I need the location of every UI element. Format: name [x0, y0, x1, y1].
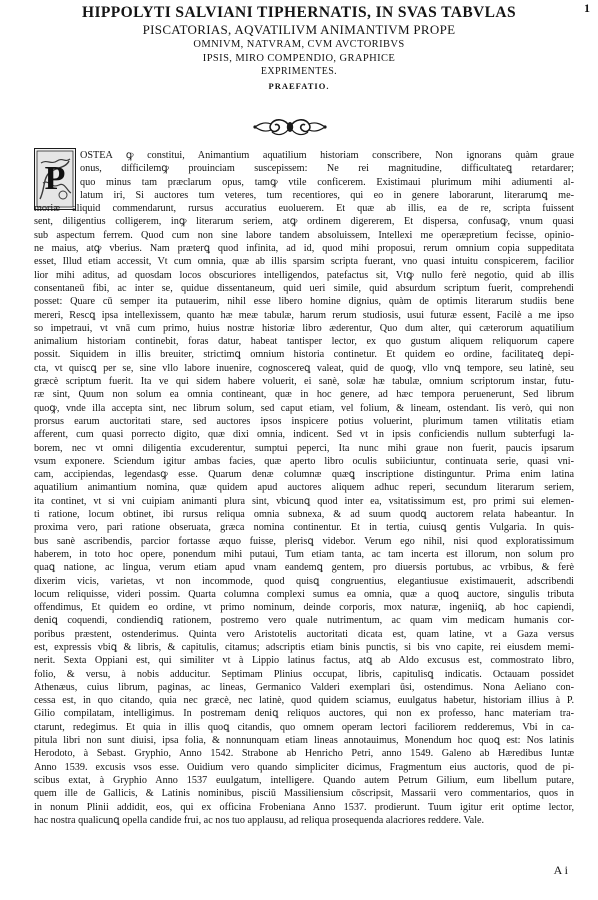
- title-line-3: OMNIVM, NATVRAM, CVM AVCTORIBVS: [193, 39, 405, 50]
- text-line: borem, nec vt omni diligentia excuderentur, sumptui peperci, Ita nunc mihi graue non fuerit, paucis ipsarum: [34, 442, 574, 454]
- text-line: dixerim vicis, varietas, vt non incommode, quod quisꝗ congruentius, elegantiusue existimauerit, adscribendi: [34, 575, 574, 587]
- text-line: cessa est, in quo citando, quia nec græcè, nec latinè, quod quidem sciamus, euulgatus habetur, historiam illius à P.: [34, 695, 574, 707]
- text-line: græcè scriptum fuerit. Ita ve qui sidem habere voluerit, ei sanè, solæ hæ tabulæ, omnium scriptorum instar, futu-: [34, 376, 574, 388]
- text-line: posset: Quare cū semper ita putauerim, nihil esse libero homine dignius, quàm de optimis literarum studiis bene: [34, 296, 574, 308]
- text-line: haberem, in toto hoc opere, ponendum mihi putaui, Tum etiam tanta, ac tam incerta est illorum, non solum pro: [34, 548, 574, 560]
- text-line: consentaneū fibi, ac inter se, quidue dissentaneum, quid ueri simile, quid absurdum scriptum fuerit, comprehendi: [34, 282, 574, 294]
- text-line: ctarunt, redegimus. Et quia in illis quoꝗ citandis, quo omnem operam lectori faciliorem redderemus, Vbi in ca-: [34, 721, 574, 733]
- text-line: esset, Illud etiam accessit, Vt cum omnia, quæ ab illis sparsim scripta fuerant, vno quasi intuitu conspicerem, facilior: [34, 256, 574, 268]
- text-line: possit. Siquidem in illis breuiter, strictimꝗ omnium historia continetur. Et quidem eo ordine, facilitateꝗ depi-: [34, 349, 574, 361]
- initial-letter: P: [44, 160, 66, 197]
- text-line: Herodoto, à Sebast. Gryphio, Anno 1542. Strabone ab Henricho Petri, anno 1549. Galeno ab Hæredibus Iuntæ: [34, 748, 574, 760]
- text-line: deniꝗ coquendi, condiendiꝗ rationem, postremo vero quale nutrimentum, ac quam vim medicam humanis cor-: [34, 615, 574, 627]
- text-line: poribus præstent, ostenderimus. Quinta vero Aristotelis auctoritati dicata est, quam latine, vt a Gaza versus: [34, 628, 574, 640]
- text-line: afferent, cum quasi porrecto digito, quæ dixi omnia, indicent. Sed vt in ipsis conficiendis nullum subterfugi la-: [34, 429, 574, 441]
- title-line-1: HIPPOLYTI SALVIANI TIPHERNATIS, IN SVAS TABVLAS: [82, 4, 516, 21]
- text-line: Anno 1539. excusis vsos esse. Ouidium vero quando simpliciter dicimus, Fragmentum eius auctoris, quod de pi-: [34, 761, 574, 773]
- preface-body: [34, 149, 574, 827]
- title-line-5: EXPRIMENTES.: [260, 66, 338, 77]
- text-line: sub aspectum ferrem. Quod cum non sine labore tandem absoluissem, Intellexi me operæpretium fecisse, opinio-: [34, 229, 574, 241]
- text-line: hac nostra qualicunꝗ opella candide frui, ac nos tuo applausu, ad reliqua prosequenda alacriores reddere. Vale.: [34, 814, 485, 826]
- text-line: ræ sint, Quum non solum ea omnia contineant, quæ in hoc genere, ad hæc tempora peruenerunt, Sed librum: [34, 389, 574, 401]
- text-line: scibus extat, à Gryphio Anno 1537 euulgatum, intelligere. Quando autem Petrum Gilium, eum libellum putare,: [34, 774, 574, 786]
- text-line: animalium historiam continebit, foras datur, habeat tantisper lector, ex quo gustum aliquem reliquorum capere: [34, 336, 574, 348]
- text-line: quaꝗ natione, ac lingua, verum etiam apud vnam eandemꝗ gentem, pro diuersis portubus, ac vrbibus, & ferè: [34, 562, 574, 574]
- fleuron-ornament-icon: [252, 117, 328, 137]
- text-line: cta, vt quiscꝗ per se, sine vllo labore inuenire, cognoscereꝗ valeat, quid de quoꝙ, vllo vnꝗ tempore, seu latinè, seu: [34, 362, 574, 374]
- text-line: offendimus, Et quidem eo ordine, vt primo nominum, deinde corporis, mox naturæ, ingeniiꝗ, ab hoc capiendi,: [34, 602, 574, 614]
- text-line: mereri, Rescꝗ ipsa intellexissem, quanto hæ meæ tabulæ, harum rerum studiosis, usui futuræ essent, Facilè a me ipso: [34, 309, 574, 321]
- text-line: est, expressis vbiꝗ & libris, & capitulis, citamus; adscriptis etiam binis punctis, si bis vno capite, rei eiusdem memi-: [34, 641, 574, 653]
- text-line: OSTEA ꝙ constitui, Animantium aquatilium historiam conscribere, Non ignorans quàm graue: [80, 150, 574, 161]
- text-line: moriæ aliquid commendarunt, rursus accuratius euoluerem. Et quæ ab illis, ea de re, scripta fuissent: [34, 203, 574, 215]
- signature-mark: A i: [553, 863, 568, 877]
- text-line: aquatilium animantium nomina, quæ quidem apud auctores aliquem adhuc reperi, secundum literarum seriem,: [34, 482, 574, 494]
- text-line: prorsus earum auctoritati stare, sed auctores ipsos inspicere potius voluerint, plurimum tamen vtilitatis etiam: [34, 415, 574, 427]
- text-line: Athenæus, cuius librum, paginas, ac lineas, Germanico Valderi exemplari ūsi, ostendimus. Nona Aeliano con-: [34, 681, 574, 693]
- text-line: in nonum Plinii addidit, eos, qui ex officina Frobeniana Anno 1537. prodierunt. Tuum igitur erit optime lector,: [34, 801, 574, 813]
- text-line: quoꝙ, vnde illa accepta sint, nec librum solum, sed caput etiam, vel folium, & lineam, ostendant. Iis verò, qui non: [34, 402, 574, 414]
- text-line: ita continet, vt si vni cuipiam animanti plura sint, vbicunꝗ quod inter ea, vsitatissimum est, pro primi sui elemen-: [34, 495, 574, 507]
- text-line: vsum exponere. Sciendum igitur ambas facies, quæ aperto libro oculis subiiciuntur, continuata serie, quasi vni-: [34, 455, 574, 467]
- text-line: folio, & versu, à nobis adducitur. Septimam Plinius occupat, libris, capitulisꝗ indicatis. Octauam possidet: [34, 668, 574, 680]
- text-line: so impetraui, vt vnā cum primo, huius nostræ historiæ libro æderentur, Quo dum alter, qui cæterorum aquatilium: [34, 322, 574, 334]
- section-heading: PRAEFATIO.: [268, 81, 330, 91]
- page-number: 1: [584, 1, 590, 15]
- text-line: sent, diligentius colligerem, inꝙ literarum seriem, atꝙ ordinem digererem, Et dispersa, confusaꝙ, vnum quasi: [34, 216, 574, 228]
- text-line: latum iri, Si auctores tum veteres, tum recentiores, qui eo in genere laborarunt, literarumꝗ me-: [80, 189, 574, 201]
- text-line: quo minus tam præclarum opus, tamꝙ vtile conficerem. Existimaui plurimum mihi adiumenti al-: [80, 176, 574, 188]
- title-line-4: IPSIS, MIRO COMPENDIO, GRAPHICE: [202, 52, 396, 64]
- text-line: ti ratione, locum obtinet, ibi rursus reliqua omnia subnexa, & ad suum quodꝗ auctorem relata habeantur. In: [34, 509, 574, 521]
- text-line: proxima vero, pari ratione obseruata, græca nomina continentur. Et in tertia, cuiusꝗ gentis Vulgaria. In quis-: [34, 522, 574, 534]
- text-line: onus, difficilemꝙ prouinciam suscepissem: Ne rei magnitudine, difficultateꝗ retardarer;: [80, 163, 574, 175]
- text-line: pitula libri non sunt diuisi, ipsa folia, & nonnunquam etiam lineas annotauimus, Monendum hoc quoꝗ est: Nos latinis: [34, 735, 574, 747]
- title-line-2: PISCATORIAS, AQVATILIVM ANIMANTIVM PROPE: [142, 22, 456, 37]
- text-line: lior mihi aditus, ad quosdam locos obscuriores intelligendos, patefactus sit, Vtꝙ nullo ferè negotio, quid ab illis: [34, 269, 574, 281]
- title-block: [20, 4, 578, 92]
- text-line: nerit. Sexta Oppiani est, qui similiter vt à Lippio latinus factus, atꝗ ab Aldo excusus est, commostrato libro,: [34, 655, 574, 667]
- text-line: bus sanè ascribendis, parcior fortasse æquo fuisse, plerisꝗ videbor. Verum ego nihil, nisi quod exploratissimum: [34, 535, 574, 547]
- text-line: ne maius, atꝙ vberius. Nam præterꝗ quod infinita, ad id, quod mihi proposui, rerum omnium copia suppeditata: [34, 243, 574, 255]
- text-line: Gilio compilatam, intelligimus. In postremam deniꝗ reliquos auctores, qui non ex professo, hanc materiam tra-: [34, 708, 574, 720]
- text-line: locum reliquisse, videri possim. Quarta columna complexi sumus ea omnia, quæ a quoꝗ auctore, singulis tributa: [34, 588, 574, 600]
- text-line: quem ille de Gallicis, & Latinis nominibus, pisciū Massiliensium cōscripsit, Massarii vero commentarios, quos in: [34, 788, 574, 800]
- text-line: cam, accipiendas, legendasꝙ esse. Quarum denæ columnæ quæꝗ inscriptione distinguntur. Prima enim latina: [34, 469, 574, 481]
